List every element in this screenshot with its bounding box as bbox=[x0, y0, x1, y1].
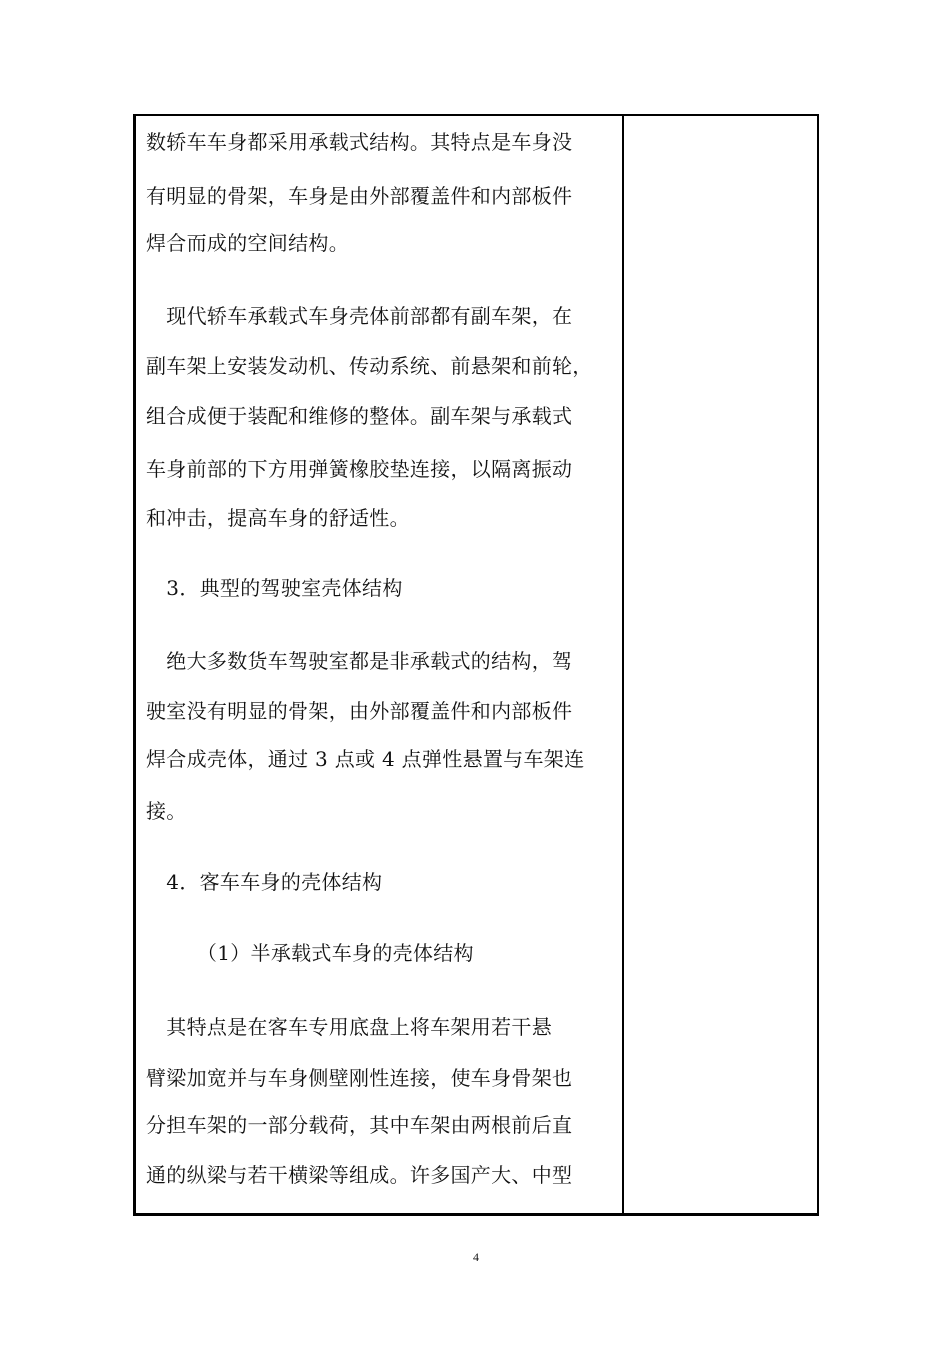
text-line: 车身前部的下方用弹簧橡胶垫连接，以隔离振动 bbox=[146, 457, 573, 481]
page-number: 4 bbox=[473, 1250, 479, 1264]
column-divider bbox=[622, 116, 624, 1213]
text-line: 现代轿车承载式车身壳体前部都有副车架，在 bbox=[146, 304, 573, 328]
text-line: 有明显的骨架，车身是由外部覆盖件和内部板件 bbox=[146, 184, 573, 208]
text-line: 绝大多数货车驾驶室都是非承载式的结构，驾 bbox=[146, 649, 573, 673]
text-line: 数轿车车身都采用承载式结构。其特点是车身没 bbox=[146, 130, 573, 154]
text-line: 分担车架的一部分载荷，其中车架由两根前后直 bbox=[146, 1113, 573, 1137]
subsection-heading: （1）半承载式车身的壳体结构 bbox=[146, 941, 474, 965]
section-heading: 4．客车车身的壳体结构 bbox=[146, 870, 383, 894]
text-line: 驶室没有明显的骨架，由外部覆盖件和内部板件 bbox=[146, 699, 573, 723]
text-line: 接。 bbox=[146, 799, 187, 823]
content-table bbox=[133, 114, 819, 1216]
text-line: 组合成便于装配和维修的整体。副车架与承载式 bbox=[146, 404, 573, 428]
section-heading: 3．典型的驾驶室壳体结构 bbox=[146, 576, 403, 600]
text-line: 通的纵梁与若干横梁等组成。许多国产大、中型 bbox=[146, 1163, 573, 1187]
text-line: 副车架上安装发动机、传动系统、前悬架和前轮， bbox=[146, 354, 593, 378]
text-line: 焊合而成的空间结构。 bbox=[146, 231, 349, 255]
text-line: 焊合成壳体，通过 3 点或 4 点弹性悬置与车架连 bbox=[146, 747, 585, 771]
text-line: 和冲击，提高车身的舒适性。 bbox=[146, 506, 410, 530]
text-line: 臂梁加宽并与车身侧壁刚性连接，使车身骨架也 bbox=[146, 1066, 573, 1090]
text-line: 其特点是在客车专用底盘上将车架用若干悬 bbox=[146, 1015, 552, 1039]
